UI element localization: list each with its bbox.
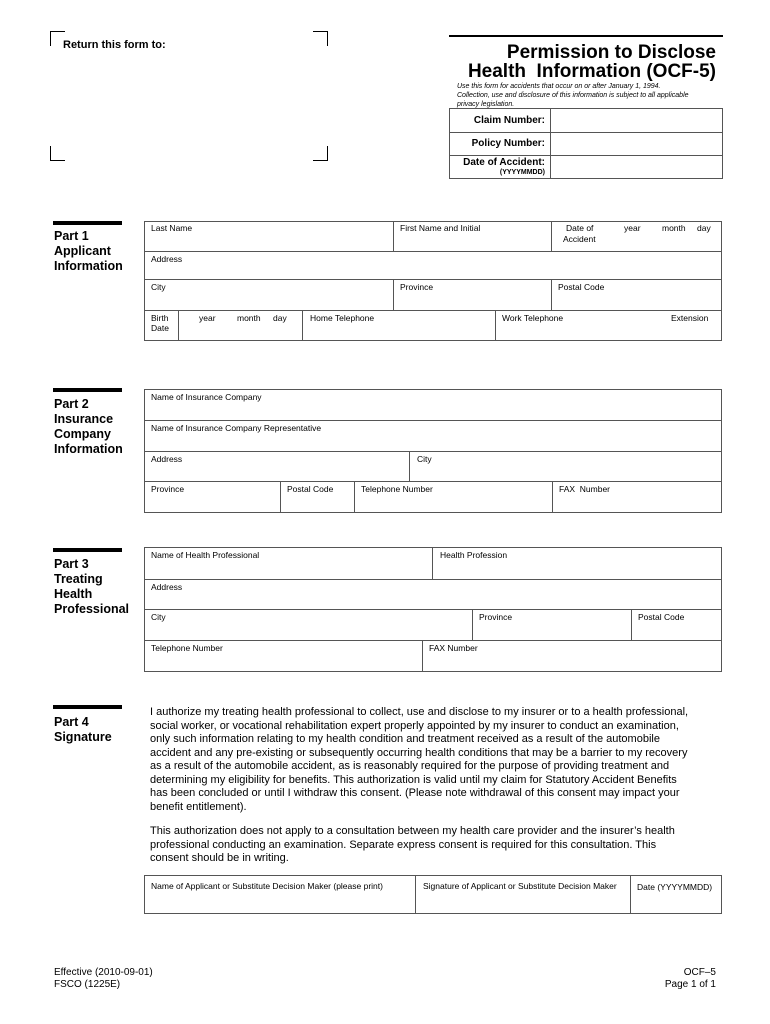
form-note-line-3: privacy legislation.	[457, 100, 515, 108]
birth-date-label-line-2: Date	[151, 323, 169, 333]
applicant-city-input[interactable]	[145, 292, 392, 309]
fsco-code: FSCO (1225E)	[54, 979, 121, 990]
insurance-address-input[interactable]	[145, 464, 408, 480]
health-professional-fax-label: FAX Number	[429, 643, 478, 653]
health-professional-city-label: City	[151, 612, 166, 622]
authorization-line: only such information relating to my health condition and treatment received as a result of the automobile	[150, 733, 660, 745]
health-professional-address-label: Address	[151, 582, 183, 592]
applicant-city-label: City	[151, 282, 166, 292]
health-professional-name-label: Name of Health Professional	[151, 550, 260, 560]
part3-title-line: Treating	[54, 572, 103, 586]
part2-title-line: Company	[54, 427, 111, 441]
insurance-fax-input[interactable]	[553, 494, 721, 512]
accident-date-input[interactable]	[606, 233, 721, 250]
form-title-line-1: Permission to Disclose	[506, 42, 716, 63]
divider	[144, 640, 722, 641]
form-note-line-2: Collection, use and disclosure of this information is subject to all applicable	[457, 91, 689, 99]
part2-title-line: Part 2	[54, 397, 89, 411]
health-profession-label: Health Profession	[440, 550, 508, 560]
insurance-rep-name-input[interactable]	[145, 433, 721, 450]
accident-date-label-line-1: Date of	[566, 223, 594, 233]
part1-title	[54, 229, 123, 274]
applicant-postal-code-input[interactable]	[552, 292, 721, 309]
insurance-rep-name-label: Name of Insurance Company Representative	[151, 423, 322, 433]
part1-title-line: Information	[54, 259, 123, 273]
birth-day-label: day	[273, 313, 287, 323]
return-address-label: Return this form to:	[63, 39, 166, 51]
part2-title-line: Insurance	[54, 412, 114, 426]
applicant-province-label: Province	[400, 282, 434, 292]
health-professional-province-label: Province	[479, 612, 513, 622]
extension-input[interactable]	[660, 324, 721, 340]
part2-title-line: Information	[54, 442, 123, 456]
insurance-company-name-label: Name of Insurance Company	[151, 392, 262, 402]
applicant-postal-code-label: Postal Code	[558, 282, 605, 292]
health-professional-name-input[interactable]	[145, 560, 431, 578]
part1-title-line: Part 1	[54, 229, 89, 243]
authorization-line: benefit entitlement).	[150, 800, 247, 813]
authorization-line: as a result of the automobile accident, as is reasonably required for the purpose of providing treatment and	[150, 760, 670, 772]
form-note	[457, 83, 689, 109]
effective-date: Effective (2010-09-01)	[54, 967, 153, 978]
insurance-address-label: Address	[151, 454, 183, 464]
insurance-telephone-input[interactable]	[355, 494, 551, 512]
part1-bar	[53, 221, 122, 225]
work-telephone-label: Work Telephone	[502, 313, 564, 323]
claim-number-label: Claim Number:	[473, 115, 545, 126]
divider	[144, 251, 722, 252]
insurance-postal-code-input[interactable]	[281, 494, 353, 512]
part2-title	[54, 397, 123, 457]
health-professional-postal-code-input[interactable]	[632, 622, 721, 639]
date-of-accident-label: Date of Accident:	[463, 157, 545, 168]
part4-bar	[53, 705, 122, 709]
applicant-first-name-input[interactable]	[394, 233, 550, 250]
policy-number-label: Policy Number:	[471, 138, 545, 149]
applicant-address-input[interactable]	[145, 263, 721, 278]
accident-month-label: month	[662, 223, 686, 233]
accident-date-label-line-2: Accident	[563, 234, 596, 244]
applicant-address-label: Address	[151, 254, 183, 264]
health-professional-province-input[interactable]	[473, 622, 630, 639]
accident-year-label: year	[624, 223, 641, 233]
applicant-last-name-label: Last Name	[151, 223, 193, 233]
authorization-line: has been concluded or until I withdraw this consent. (Please note withdrawal of this consent may impact your	[150, 787, 680, 799]
applicant-province-input[interactable]	[394, 292, 550, 309]
page-number: Page 1 of 1	[664, 979, 716, 990]
birth-year-label: year	[199, 313, 216, 323]
insurance-company-name-input[interactable]	[145, 402, 721, 419]
applicant-last-name-input[interactable]	[145, 233, 392, 250]
form-header-rule	[449, 35, 723, 37]
part3-title	[54, 557, 129, 617]
insurance-city-input[interactable]	[410, 464, 721, 480]
authorization-line: social worker, or vocational rehabilitation expert properly appointed by my insurer to conduct an examination,	[150, 719, 679, 732]
divider	[144, 451, 722, 452]
health-profession-input[interactable]	[433, 560, 721, 578]
part1-title-line: Applicant	[54, 244, 111, 258]
policy-number-input[interactable]	[551, 133, 722, 154]
consultation-line: This authorization does not apply to a consultation between my health care provider and the insurer’s health	[150, 825, 675, 837]
part2-bar	[53, 388, 122, 392]
part3-bar	[53, 548, 122, 552]
home-telephone-input[interactable]	[303, 324, 494, 340]
applicant-first-name-label: First Name and Initial	[400, 223, 481, 233]
authorization-paragraph	[150, 706, 720, 814]
birth-date-input[interactable]	[179, 324, 301, 340]
date-of-accident-input[interactable]	[551, 156, 722, 178]
health-professional-telephone-label: Telephone Number	[151, 643, 223, 653]
health-professional-postal-code-label: Postal Code	[638, 612, 685, 622]
form-title-line-2: Health Information (OCF-5)	[467, 61, 716, 82]
corner-mark-bottom-right	[313, 146, 328, 161]
divider	[144, 609, 722, 610]
birth-date-label-line-1: Birth	[151, 313, 169, 323]
corner-mark-top-right	[313, 31, 328, 46]
consultation-line: professional conducting an examination. Separate express consent is required for this consultation. This	[150, 838, 657, 851]
authorization-line: determining my eligibility for benefits. This authorization is valid until my claim for Statutory Accident Benefits	[150, 773, 677, 786]
form-note-line-1: Use this form for accidents that occur on or after January 1, 1994.	[457, 83, 661, 90]
health-professional-fax-input[interactable]	[423, 653, 721, 671]
divider	[144, 310, 722, 311]
applicant-signature-label: Signature of Applicant or Substitute Decision Maker	[423, 881, 617, 891]
divider	[144, 279, 722, 280]
insurance-province-label: Province	[151, 484, 185, 494]
signature-date-label: Date (YYYYMMDD)	[637, 882, 713, 892]
claim-number-input[interactable]	[551, 109, 722, 131]
work-telephone-input[interactable]	[496, 324, 656, 340]
applicant-name-print-input[interactable]	[145, 893, 414, 913]
health-professional-city-input[interactable]	[145, 622, 471, 639]
extension-label: Extension	[671, 313, 709, 323]
corner-mark-bottom-left	[50, 146, 65, 161]
applicant-signature-input[interactable]	[416, 893, 629, 913]
divider	[551, 221, 552, 251]
authorization-line: I authorize my treating health professional to collect, use and disclose to my insurer or to a health professional,	[150, 706, 689, 718]
insurance-telephone-label: Telephone Number	[361, 484, 433, 494]
applicant-name-print-label: Name of Applicant or Substitute Decision Maker (please print)	[151, 881, 383, 891]
divider	[144, 420, 722, 421]
part3-title-line: Professional	[54, 602, 130, 616]
consultation-line: consent should be in writing.	[150, 852, 289, 864]
date-format-hint: (YYYYMMDD)	[499, 169, 545, 176]
home-telephone-label: Home Telephone	[310, 313, 375, 323]
insurance-fax-label: FAX Number	[559, 484, 611, 494]
insurance-province-input[interactable]	[145, 494, 279, 512]
part3-title-line: Health	[54, 587, 93, 601]
accident-day-label: day	[697, 223, 711, 233]
consultation-paragraph	[150, 825, 720, 866]
health-professional-telephone-input[interactable]	[145, 653, 421, 671]
divider	[144, 481, 722, 482]
part4-title	[54, 715, 112, 745]
authorization-line: accident and any pre-existing or subsequently occurring health conditions that may be a barrier to my recovery	[150, 746, 688, 759]
birth-month-label: month	[237, 313, 261, 323]
signature-date-input[interactable]	[631, 893, 721, 913]
part4-title-line: Part 4	[54, 715, 89, 729]
part4-title-line: Signature	[54, 730, 112, 744]
health-professional-address-input[interactable]	[145, 592, 721, 608]
divider	[144, 579, 722, 580]
part3-title-line: Part 3	[54, 557, 89, 571]
insurance-postal-code-label: Postal Code	[287, 484, 334, 494]
form-id: OCF–5	[683, 967, 716, 978]
insurance-city-label: City	[417, 454, 432, 464]
